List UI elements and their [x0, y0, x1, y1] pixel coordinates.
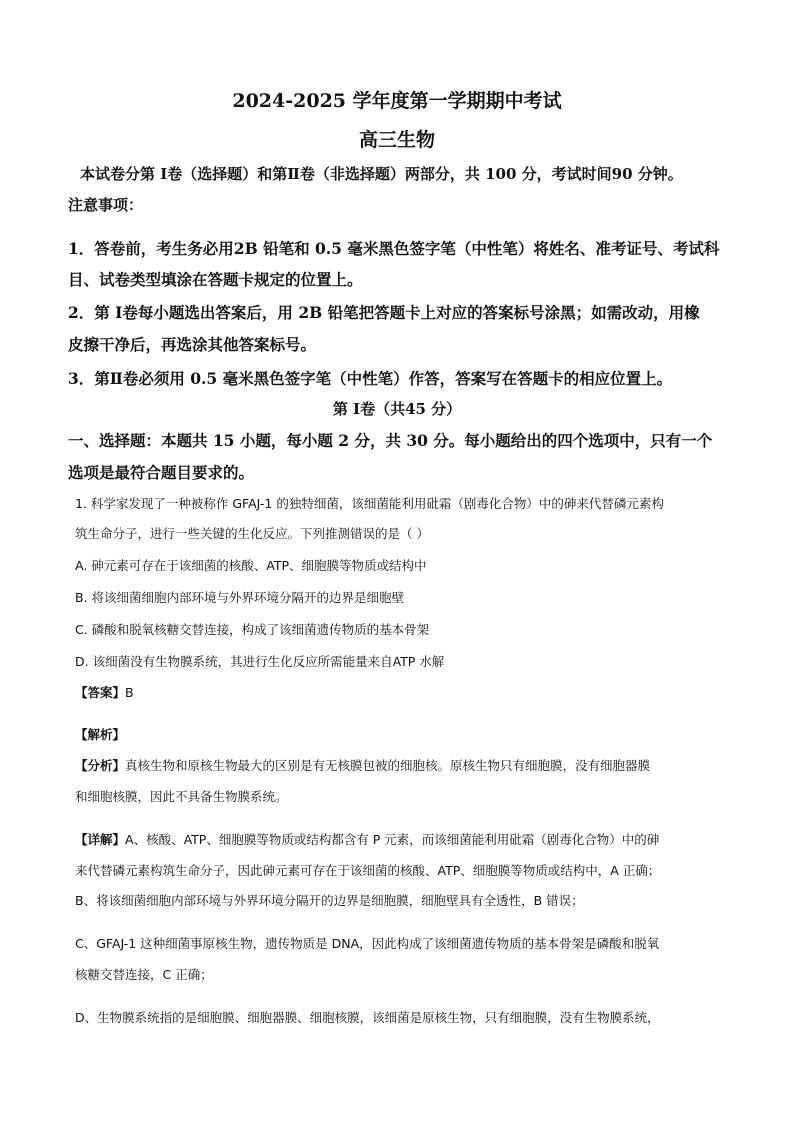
question-1-stem-line-1: 1. 科学家发现了一种被称作 GFAJ-1 的独特细菌，该细菌能利用砒霜（剧毒化合物）中的砷来代替磷元素构	[75, 496, 664, 511]
fenxi-text-1: 真核生物和原核生物最大的区别是有无核膜包被的细胞核。原核生物只有细胞膜，没有细胞器膜	[125, 758, 651, 773]
notice-item-2-line-1: 2．第 Ⅰ卷每小题选出答案后，用 2B 铅笔把答题卡上对应的答案标号涂黑；如需改动，用橡	[68, 303, 700, 322]
fenxi-line-1	[75, 756, 650, 774]
answer-value: B	[125, 685, 134, 700]
option-d: D. 该细菌没有生物膜系统，其进行生化反应所需能量来自ATP 水解	[75, 654, 445, 669]
exam-subject: 高三生物	[358, 129, 435, 151]
notice-item-2-line-2: 皮擦干净后，再选涂其他答案标号。	[68, 335, 317, 354]
answer-line	[75, 683, 134, 701]
exam-intro: 本试卷分第 Ⅰ卷（选择题）和第Ⅱ卷（非选择题）两部分，共 100 分，考试时间90 分钟。	[80, 165, 683, 183]
detail-tag: 【详解】	[75, 832, 126, 847]
section-heading: 第 Ⅰ卷（共45 分）	[332, 400, 462, 418]
detail-line-d: D、生物膜系统指的是细胞膜、细胞器膜、细胞核膜，该细菌是原核生物，只有细胞膜，没有生物膜系统，	[75, 1010, 660, 1025]
notice-item-1-line-2: 目、试卷类型填涂在答题卡规定的位置上。	[68, 270, 363, 289]
detail-line-c-2: 核糖交替连接，C 正确；	[75, 967, 213, 982]
option-b: B. 将该细菌细胞内部环境与外界环境分隔开的边界是细胞壁	[75, 590, 405, 605]
analysis-tag: 【解析】	[75, 727, 126, 742]
answer-tag: 【答案】	[75, 685, 126, 700]
detail-line-b: B、将该细菌细胞内部环境与外界环境分隔开的边界是细胞膜，细胞壁具有全透性，B 错误；	[75, 893, 584, 908]
detail-line-c-1: C、GFAJ-1 这种细菌事原核生物，遗传物质是 DNA，因此构成了该细菌遗传物质的基本骨架是磷酸和脱氧	[75, 936, 660, 951]
option-c: C. 磷酸和脱氧核糖交替连接，构成了该细菌遗传物质的基本骨架	[75, 622, 430, 637]
exam-title: 2024-2025 学年度第一学期期中考试	[232, 90, 562, 112]
option-a: A. 砷元素可存在于该细菌的核酸、ATP、细胞膜等物质或结构中	[75, 558, 427, 573]
question-1-stem-line-2: 筑生命分子，进行一些关键的生化反应。下列推测错误的是（ ）	[75, 526, 429, 541]
part-one-heading-line-2: 选项是最符合题目要求的。	[68, 463, 255, 482]
fenxi-tag: 【分析】	[75, 758, 126, 773]
notice-item-3: 3．第Ⅱ卷必须用 0.5 毫米黑色签字笔（中性笔）作答，答案写在答题卡的相应位置上。	[68, 369, 673, 388]
detail-line-a-1	[75, 830, 659, 848]
detail-text-a-1: A、核酸、ATP、细胞膜等物质或结构都含有 P 元素，而该细菌能利用砒霜（剧毒化合物）中的砷	[125, 832, 660, 847]
notice-item-1-line-1: 1．答卷前，考生务必用2B 铅笔和 0.5 毫米黑色签字笔（中性笔）将姓名、准考证号、考试科	[68, 239, 720, 258]
fenxi-line-2: 和细胞核膜，因此不具备生物膜系统。	[75, 789, 288, 804]
notice-label: 注意事项：	[68, 196, 144, 214]
detail-line-a-2: 来代替磷元素构筑生命分子，因此砷元素可存在于该细菌的核酸、ATP、细胞膜等物质或结构中，A 正确；	[75, 863, 661, 878]
part-one-heading-line-1: 一、选择题：本题共 15 小题，每小题 2 分，共 30 分。每小题给出的四个选项中，只有一个	[68, 431, 713, 450]
